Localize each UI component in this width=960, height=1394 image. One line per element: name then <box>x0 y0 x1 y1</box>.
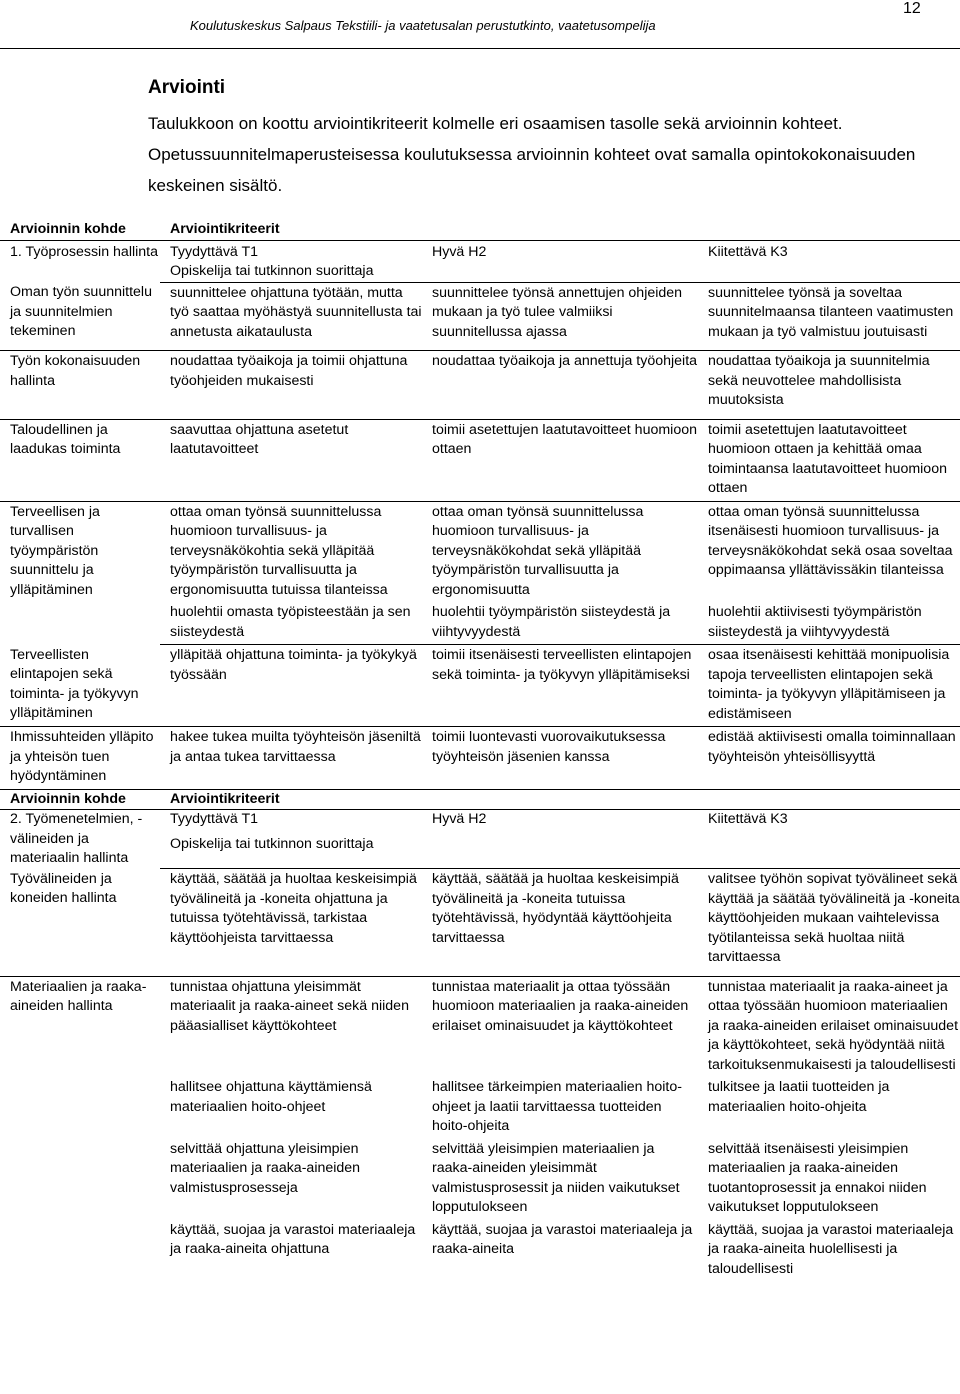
row-t1: selvittää ohjattuna yleisimpien materiaalien ja raaka-aineiden valmistusprosesseja <box>170 1140 361 1196</box>
row-t1: ylläpitää ohjattuna toiminta- ja työkykyä työssään <box>160 645 422 727</box>
row-k3: tulkitsee ja laatii tuotteiden ja materiaalien hoito-ohjeita <box>708 1079 890 1115</box>
head-kohde: Arvioinnin kohde <box>0 218 160 240</box>
row-h2: suunnittelee työnsä annettujen ohjeiden mukaan ja työ tulee valmiiksi suunnitellussa ajassa <box>422 282 698 351</box>
header-title: Koulutuskeskus Salpaus Tekstiili- ja vaatetusalan perustutkinto, vaatetusompelija <box>190 18 656 33</box>
row-h2: selvittää yleisimpien materiaalien ja raaka-aineiden yleisimmät valmistusprosessit ja niiden vaikutukset lopputulokseen <box>432 1140 680 1215</box>
row-t1: huolehtii omasta työpisteestään ja sen siisteydestä <box>160 602 422 645</box>
row-k3: valitsee työhön sopivat työvälineet sekä käyttää ja säätää työvälineitä ja -koneita käyttöohjeiden mukaan vaihtelevissa työtilanteissa sekä huoltaa niitä tarvittaessa <box>698 869 960 977</box>
row-k3: huolehtii aktiivisesti työympäristön siisteydestä ja viihtyvyydestä <box>698 602 960 645</box>
row-h2: toimii itsenäisesti terveellisten elintapojen sekä toiminta- ja työkyvyn ylläpitämiseksi <box>422 645 698 727</box>
row-k3: tunnistaa materiaalit ja raaka-aineet ja ottaa työssään huomioon materiaalien ja raaka-aineiden erilaiset ominaisuudet ja käyttökohteet, sekä hyödyntää niitä tarkoituksenmukaisesti ja taloudellisesti <box>708 978 959 1073</box>
head-kriteerit: Arviointikriteerit <box>160 218 960 240</box>
level-h2: Hyvä H2 <box>432 811 487 827</box>
page-header <box>0 0 960 49</box>
table-row <box>0 645 960 727</box>
table-row <box>0 727 960 790</box>
table-row <box>0 976 960 1077</box>
row-h2: toimii asetettujen laatutavoitteet huomioon ottaen <box>422 419 698 501</box>
row-kohde: Terveellisten elintapojen sekä toiminta- ja työkyvyn ylläpitäminen <box>0 645 160 727</box>
row-kohde: Taloudellinen ja laadukas toiminta <box>0 419 160 501</box>
assessment-table <box>0 218 960 1281</box>
row-t1: saavuttaa ohjattuna asetetut laatutavoitteet <box>160 419 422 501</box>
row-h2: hallitsee tärkeimpien materiaalien hoito-ohjeet ja laatii tarvittaessa tuotteiden hoito-ohjeita <box>432 1079 682 1134</box>
level-k3: Kiitettävä K3 <box>708 243 788 260</box>
section-intro: Taulukkoon on koottu arviointikriteerit kolmelle eri osaamisen tasolle sekä arvioinnin kohteet. Opetussuunnitelmaperusteisessa koulutuksessa arvioinnin kohteet ovat samalla opintokokonaisuuden keskeinen sisältö. <box>148 114 916 195</box>
table-row <box>0 869 960 977</box>
row-h2: tunnistaa materiaalit ja ottaa työssään huomioon materiaalien ja raaka-aineiden erilaiset ominaisuudet ja käyttökohteet <box>432 978 689 1034</box>
row-kohde: Materiaalien ja raaka-aineiden hallinta <box>10 978 147 1014</box>
row-h2: ottaa oman työnsä suunnittelussa huomioon turvallisuus- ja terveysnäkökohdat sekä ylläpitää työympäristön turvallisuutta ja ergonomisuutta <box>432 503 644 598</box>
row-h2: käyttää, suojaa ja varastoi materiaaleja ja raaka-aineita <box>432 1221 693 1257</box>
row-h2: käyttää, säätää ja huoltaa keskeisimpiä työvälineitä ja -koneita tutuissa työtehtävissä, hyödyntää käyttöohjeita tarvittaessa <box>422 869 698 977</box>
group-title: 2. Työmenetelmien, -välineiden ja materiaalin hallinta <box>10 811 143 866</box>
row-kohde: Ihmissuhteiden ylläpito ja yhteisön tuen hyödyntäminen <box>0 727 160 790</box>
table-row <box>0 501 960 602</box>
level-k3: Kiitettävä K3 <box>708 811 788 827</box>
group-title: 1. Työprosessin hallinta <box>10 243 159 260</box>
head-kohde: Arvioinnin kohde <box>0 789 160 810</box>
row-k3: osaa itsenäisesti kehittää monipuolisia tapoja terveellisten elintapojen sekä toiminta- ja työkyvyn ylläpitämiseen ja edistämiseen <box>698 645 960 727</box>
row-kohde: Terveellisen ja turvallisen työympäristön suunnittelu ja ylläpitäminen <box>10 503 100 598</box>
row-t1: ottaa oman työnsä suunnittelussa huomioon turvallisuus- ja terveysnäkökohtia sekä ylläpitää työympäristön turvallisuutta ja ergonomisuutta tutuissa tilanteissa <box>170 503 388 598</box>
row-t1: käyttää, säätää ja huoltaa keskeisimpiä työvälineitä ja -koneita ohjattuna ja tutuissa työtehtävissä, tarkistaa käyttöohjeista tarvittaessa <box>160 869 422 977</box>
row-kohde: Työvälineiden ja koneiden hallinta <box>0 869 160 977</box>
head-kriteerit: Arviointikriteerit <box>160 789 960 810</box>
page-number: 12 <box>903 0 921 17</box>
row-t1: tunnistaa ohjattuna yleisimmät materiaalit ja raaka-aineet sekä niiden pääasialliset käyttökohteet <box>170 978 409 1034</box>
row-kohde: Työn kokonaisuuden hallinta <box>0 351 160 420</box>
row-h2: huolehtii työympäristön siisteydestä ja viihtyvyydestä <box>422 602 698 645</box>
row-kohde: Oman työn suunnittelu ja suunnitelmien tekeminen <box>0 282 160 351</box>
level-h2: Hyvä H2 <box>432 243 487 260</box>
table-row <box>0 419 960 501</box>
table-row <box>0 351 960 420</box>
row-t1: noudattaa työaikoja ja toimii ohjattuna työohjeiden mukaisesti <box>160 351 422 420</box>
row-k3: ottaa oman työnsä suunnittelussa itsenäisesti huomioon turvallisuus- ja terveysnäkökohdat sekä osaa soveltaa oppimaansa yllättävissäkin tilanteissa <box>708 503 953 578</box>
row-h2: noudattaa työaikoja ja annettuja työohjeita <box>422 351 698 420</box>
row-t1: hallitsee ohjattuna käyttämiensä materiaalien hoito-ohjeet <box>170 1079 372 1115</box>
row-t1: suunnittelee ohjattuna työtään, mutta työ saattaa myöhästyä suunnitellusta tai annetusta aikataulusta <box>160 282 422 351</box>
subject-line: Opiskelija tai tutkinnon suorittaja <box>160 262 960 282</box>
row-k3: noudattaa työaikoja ja suunnitelmia sekä neuvottelee mahdollisista muutoksista <box>698 351 960 420</box>
row-k3: suunnittelee työnsä ja soveltaa suunnitelmaansa tilanteen vaatimusten mukaan ja työ valmistuu joutuisasti <box>698 282 960 351</box>
row-t1: hakee tukea muilta työyhteisön jäseniltä ja antaa tukea tarvittaessa <box>160 727 422 790</box>
table-row <box>0 282 960 351</box>
row-k3: käyttää, suojaa ja varastoi materiaaleja ja raaka-aineita huolellisesti ja taloudellisesti <box>708 1221 954 1277</box>
row-k3: selvittää itsenäisesti yleisimpien materiaalien ja raaka-aineiden tuotantoprosessit ja ennakoi niiden vaikutukset lopputulokseen <box>708 1140 927 1215</box>
row-t1: käyttää, suojaa ja varastoi materiaaleja ja raaka-aineita ohjattuna <box>170 1221 416 1257</box>
subject-line: Opiskelija tai tutkinnon suorittaja <box>160 831 960 869</box>
level-t1: Tyydyttävä T1 <box>170 243 259 260</box>
row-h2: toimii luontevasti vuorovaikutuksessa työyhteisön jäsenien kanssa <box>422 727 698 790</box>
row-k3: edistää aktiivisesti omalla toiminnallaan työyhteisön yhteisöllisyyttä <box>698 727 960 790</box>
section-title: Arviointi <box>148 77 226 98</box>
row-k3: toimii asetettujen laatutavoitteet huomioon ottaen ja kehittää omaa toimintaansa laatutavoitteet huomioon ottaen <box>698 419 960 501</box>
level-t1: Tyydyttävä T1 <box>170 811 259 827</box>
